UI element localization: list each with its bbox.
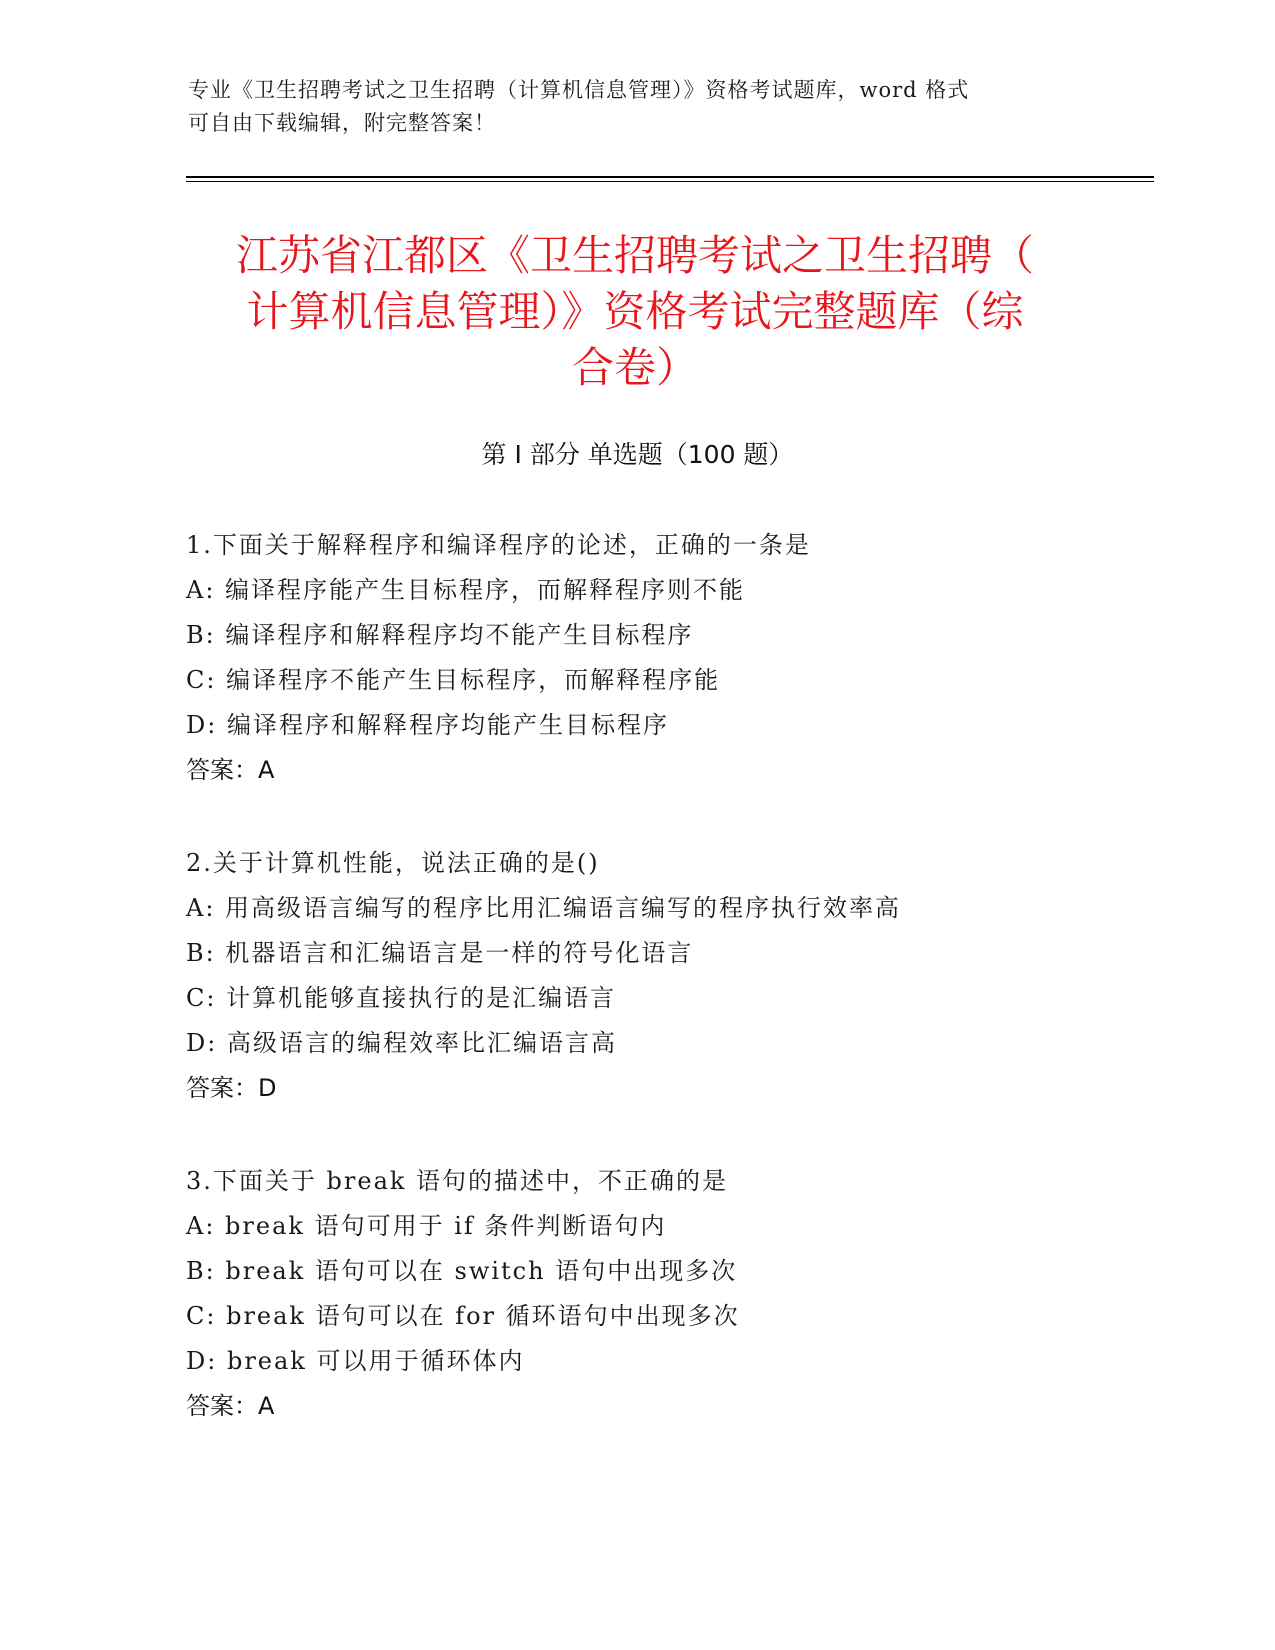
header-note-line-2: 可自由下载编辑，附完整答案！ [188, 111, 496, 135]
question-stem: 3.下面关于 break 语句的描述中，不正确的是 [186, 1167, 729, 1195]
question-2 [186, 841, 1086, 1111]
option-b: B: 机器语言和汇编语言是一样的符号化语言 [186, 939, 694, 967]
header-note [188, 74, 1068, 140]
option-b: B: break 语句可以在 switch 语句中出现多次 [186, 1257, 738, 1285]
answer: 答案：A [186, 1392, 275, 1420]
answer: 答案：D [186, 1074, 277, 1102]
option-c: C: 编译程序不能产生目标程序，而解释程序能 [186, 666, 721, 694]
option-a: A: 编译程序能产生目标程序，而解释程序则不能 [186, 576, 746, 604]
question-3 [186, 1159, 1086, 1429]
header-divider-thin [186, 181, 1154, 182]
answer: 答案：A [186, 756, 275, 784]
document-title [190, 228, 1080, 396]
document-title-line-1: 江苏省江都区《卫生招聘考试之卫生招聘（ [235, 231, 1034, 280]
question-stem: 2.关于计算机性能，说法正确的是() [186, 849, 600, 877]
option-d: D: break 可以用于循环体内 [186, 1347, 525, 1375]
option-c: C: break 语句可以在 for 循环语句中出现多次 [186, 1302, 740, 1330]
option-b: B: 编译程序和解释程序均不能产生目标程序 [186, 621, 694, 649]
option-a: A: break 语句可用于 if 条件判断语句内 [186, 1212, 667, 1240]
option-c: C: 计算机能够直接执行的是汇编语言 [186, 984, 617, 1012]
option-a: A: 用高级语言编写的程序比用汇编语言编写的程序执行效率高 [186, 894, 902, 922]
option-d: D: 编译程序和解释程序均能产生目标程序 [186, 711, 669, 739]
document-title-line-2: 计算机信息管理）》资格考试完整题库（综 [246, 287, 1024, 336]
option-d: D: 高级语言的编程效率比汇编语言高 [186, 1029, 617, 1057]
document-title-line-3: 合卷） [571, 343, 698, 392]
header-divider-thick [186, 176, 1154, 178]
question-stem: 1.下面关于解释程序和编译程序的论述，正确的一条是 [186, 531, 811, 559]
question-1 [186, 523, 1086, 793]
header-note-line-1: 专业《卫生招聘考试之卫生招聘（计算机信息管理）》资格考试题库，word 格式 [188, 78, 970, 102]
section-heading: 第 I 部分 单选题（100 题） [481, 440, 794, 469]
